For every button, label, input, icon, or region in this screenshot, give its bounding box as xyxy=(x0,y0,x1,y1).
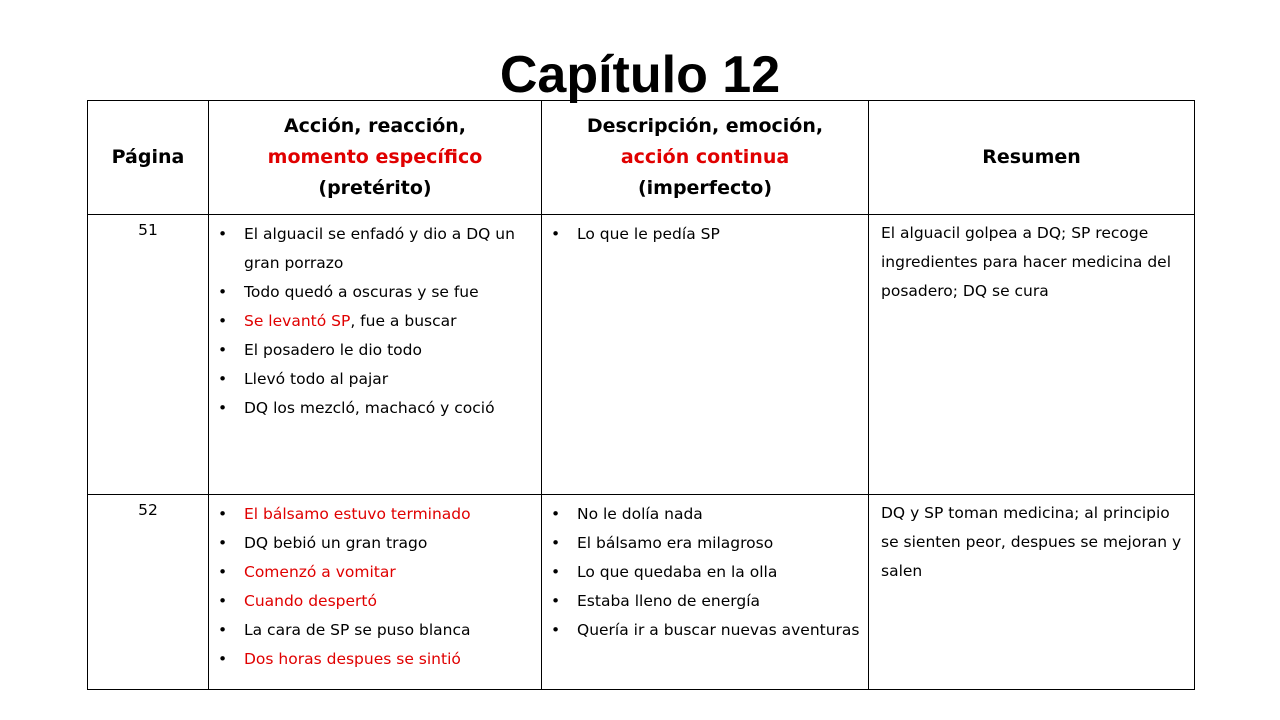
bullet-icon: • xyxy=(218,370,228,388)
description-text: Quería ir a buscar nuevas aventuras xyxy=(577,621,860,639)
page-number-cell xyxy=(88,495,209,690)
bullet-icon: • xyxy=(218,312,228,330)
header-descripcion xyxy=(542,101,869,215)
bullet-icon: • xyxy=(551,505,561,523)
actions-list xyxy=(210,216,540,423)
table-body xyxy=(88,215,1195,690)
header-accion-line3: (pretérito) xyxy=(318,177,432,199)
action-text: El posadero le dio todo xyxy=(244,341,422,359)
header-row xyxy=(88,101,1195,215)
description-item xyxy=(551,500,863,529)
header-resumen xyxy=(869,101,1195,215)
bullet-icon: • xyxy=(218,283,228,301)
action-text: El alguacil se enfadó y dio a DQ un gran porrazo xyxy=(244,225,515,272)
bullet-icon: • xyxy=(218,650,228,668)
bullet-icon: • xyxy=(218,563,228,581)
action-item xyxy=(218,336,536,365)
action-text: La cara de SP se puso blanca xyxy=(244,621,471,639)
action-text: DQ bebió un gran trago xyxy=(244,534,428,552)
action-item xyxy=(218,645,536,674)
bullet-icon: • xyxy=(218,592,228,610)
action-text: Llevó todo al pajar xyxy=(244,370,389,388)
description-item xyxy=(551,587,863,616)
page-title: Capítulo 12 xyxy=(499,46,781,104)
bullet-icon: • xyxy=(218,621,228,639)
descriptions-list xyxy=(543,216,867,249)
action-item xyxy=(218,587,536,616)
action-item xyxy=(218,365,536,394)
bullet-icon: • xyxy=(551,563,561,581)
bullet-icon: • xyxy=(551,534,561,552)
page-number-cell xyxy=(88,215,209,495)
actions-list xyxy=(210,496,540,674)
page-number: 51 xyxy=(138,221,158,239)
table-row xyxy=(88,215,1195,495)
header-pagina xyxy=(88,101,209,215)
bullet-icon: • xyxy=(218,225,228,243)
description-item xyxy=(551,616,863,645)
descriptions-cell xyxy=(542,215,869,495)
description-text: Lo que le pedía SP xyxy=(577,225,720,243)
action-item xyxy=(218,278,536,307)
action-highlight: Dos horas despues se sintió xyxy=(244,650,461,668)
description-item xyxy=(551,220,863,249)
bullet-icon: • xyxy=(218,505,228,523)
header-resumen-label: Resumen xyxy=(982,146,1081,168)
description-text: Lo que quedaba en la olla xyxy=(577,563,778,581)
action-item xyxy=(218,529,536,558)
header-accion-line1: Acción, reacción, xyxy=(283,115,467,137)
summary-cell xyxy=(869,215,1195,495)
header-accion xyxy=(209,101,542,215)
header-descripcion-line2: acción continua xyxy=(620,146,790,168)
bullet-icon: • xyxy=(551,225,561,243)
bullet-icon: • xyxy=(218,341,228,359)
action-item xyxy=(218,307,536,336)
header-pagina-label: Página xyxy=(111,146,185,168)
descriptions-list xyxy=(543,496,867,645)
summary-text: El alguacil golpea a DQ; SP recoge ingredientes para hacer medicina del posadero; DQ se cura xyxy=(881,224,1172,300)
action-highlight: Se levantó SP xyxy=(244,312,351,330)
header-descripcion-line3: (imperfecto) xyxy=(637,177,773,199)
descriptions-cell xyxy=(542,495,869,690)
table-row xyxy=(88,495,1195,690)
bullet-icon: • xyxy=(218,399,228,417)
summary-cell xyxy=(869,495,1195,690)
action-highlight: El bálsamo estuvo terminado xyxy=(244,505,471,523)
header-descripcion-line1: Descripción, emoción, xyxy=(586,115,824,137)
description-text: No le dolía nada xyxy=(577,505,703,523)
header-accion-line2: momento específico xyxy=(267,146,483,168)
action-item xyxy=(218,220,536,278)
summary-text: DQ y SP toman medicina; al principio se sienten peor, despues se mejoran y salen xyxy=(881,504,1182,580)
bullet-icon: • xyxy=(551,592,561,610)
bullet-icon: • xyxy=(218,534,228,552)
description-item xyxy=(551,529,863,558)
description-text: Estaba lleno de energía xyxy=(577,592,761,610)
description-item xyxy=(551,558,863,587)
actions-cell xyxy=(209,495,542,690)
description-text: El bálsamo era milagroso xyxy=(577,534,774,552)
action-text: Todo quedó a oscuras y se fue xyxy=(244,283,479,301)
action-item xyxy=(218,394,536,423)
action-item xyxy=(218,616,536,645)
action-item xyxy=(218,558,536,587)
bullet-icon: • xyxy=(551,621,561,639)
action-item xyxy=(218,500,536,529)
chapter-table xyxy=(87,100,1195,690)
action-text: DQ los mezcló, machacó y coció xyxy=(244,399,495,417)
action-text: , fue a buscar xyxy=(350,312,457,330)
page-number: 52 xyxy=(138,501,158,519)
action-highlight: Comenzó a vomitar xyxy=(244,563,396,581)
action-highlight: Cuando despertó xyxy=(244,592,377,610)
actions-cell xyxy=(209,215,542,495)
